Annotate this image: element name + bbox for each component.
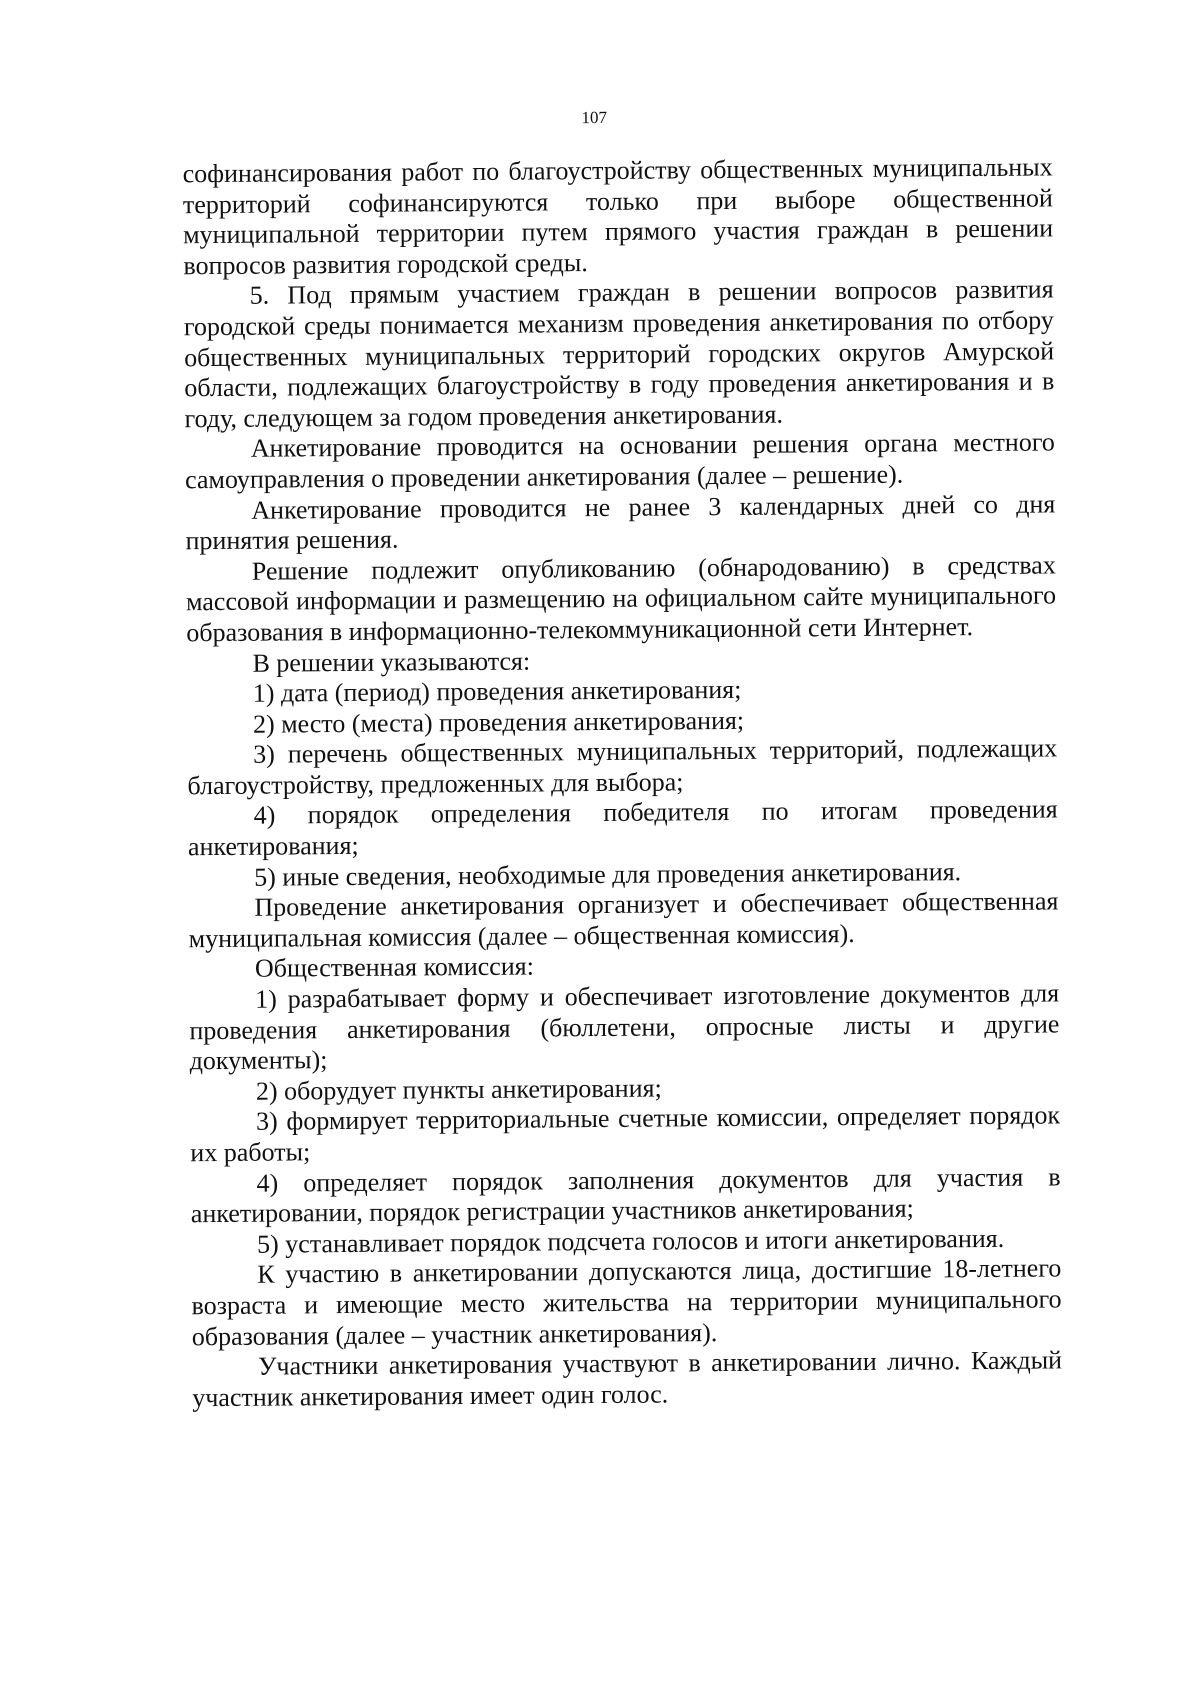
list-item: 3) перечень общественных муниципальных территорий, подлежащих благоустройству, предложенных для выбора; xyxy=(187,733,1058,801)
document-body xyxy=(183,152,1063,1413)
list-item: 1) разрабатывает форму и обеспечивает изготовление документов для проведения анкетирования (бюллетени, опросные листы и другие документы); xyxy=(189,978,1060,1076)
paragraph: К участию в анкетировании допускаются лица, достигшие 18-летнего возраста и имеющие место жительства на территории муниципального образования (далее – участник анкетирования). xyxy=(191,1253,1062,1351)
list-item: 4) определяет порядок заполнения документов для участия в анкетировании, порядок регистрации участников анкетирования; xyxy=(190,1161,1061,1229)
list-item: 4) порядок определения победителя по итогам проведения анкетирования; xyxy=(187,794,1058,862)
page-number: 107 xyxy=(581,107,608,128)
paragraph: Участники анкетирования участвуют в анкетировании лично. Каждый участник анкетирования имеет один голос. xyxy=(192,1345,1063,1412)
list-item: 5) устанавливает порядок подсчета голосов и итоги анкетирования. xyxy=(256,1223,1005,1259)
list-item: 3) формирует территориальные счетные комиссии, определяет порядок их работы; xyxy=(190,1100,1061,1168)
paragraph: софинансирования работ по благоустройству общественных муниципальных территорий софинансируются только при выборе общественной муниципальной территории путем прямого участия граждан в решении вопросов развития городской среды. xyxy=(182,152,1054,281)
paragraph: Анкетирование проводится не ранее 3 календарных дней со дня принятия решения. xyxy=(185,488,1056,556)
paragraph: В решении указываются: xyxy=(252,646,531,678)
paragraph: Общественная комиссия: xyxy=(254,951,534,984)
list-item: 2) оборудует пункты анкетирования; xyxy=(255,1073,662,1106)
paragraph: 5. Под прямым участием граждан в решении вопросов развития городской среды понимается механизм проведения анкетирования по отбору общественных муниципальных территорий городских округов Амурской области, подлежащих благоустройству в году проведения анкетирования и в году, следующем за годом проведения анкетирования. xyxy=(183,274,1055,433)
paragraph: Проведение анкетирования организует и обеспечивает общественная муниципальная комиссия (далее – общественная комиссия). xyxy=(188,886,1059,954)
paragraph: Решение подлежит опубликованию (обнародованию) в средствах массовой информации и размещению на официальном сайте муниципального образования в информационно-телекоммуникационной сети Интернет. xyxy=(185,550,1057,648)
list-item: 2) место (места) проведения анкетирования; xyxy=(252,705,745,739)
list-item: 1) дата (период) проведения анкетирования; xyxy=(252,674,742,708)
list-item: 5) иные сведения, необходимые для проведения анкетирования. xyxy=(254,856,962,892)
paragraph: Анкетирование проводится на основании решения органа местного самоуправления о проведении анкетирования (далее – решение). xyxy=(184,427,1055,495)
